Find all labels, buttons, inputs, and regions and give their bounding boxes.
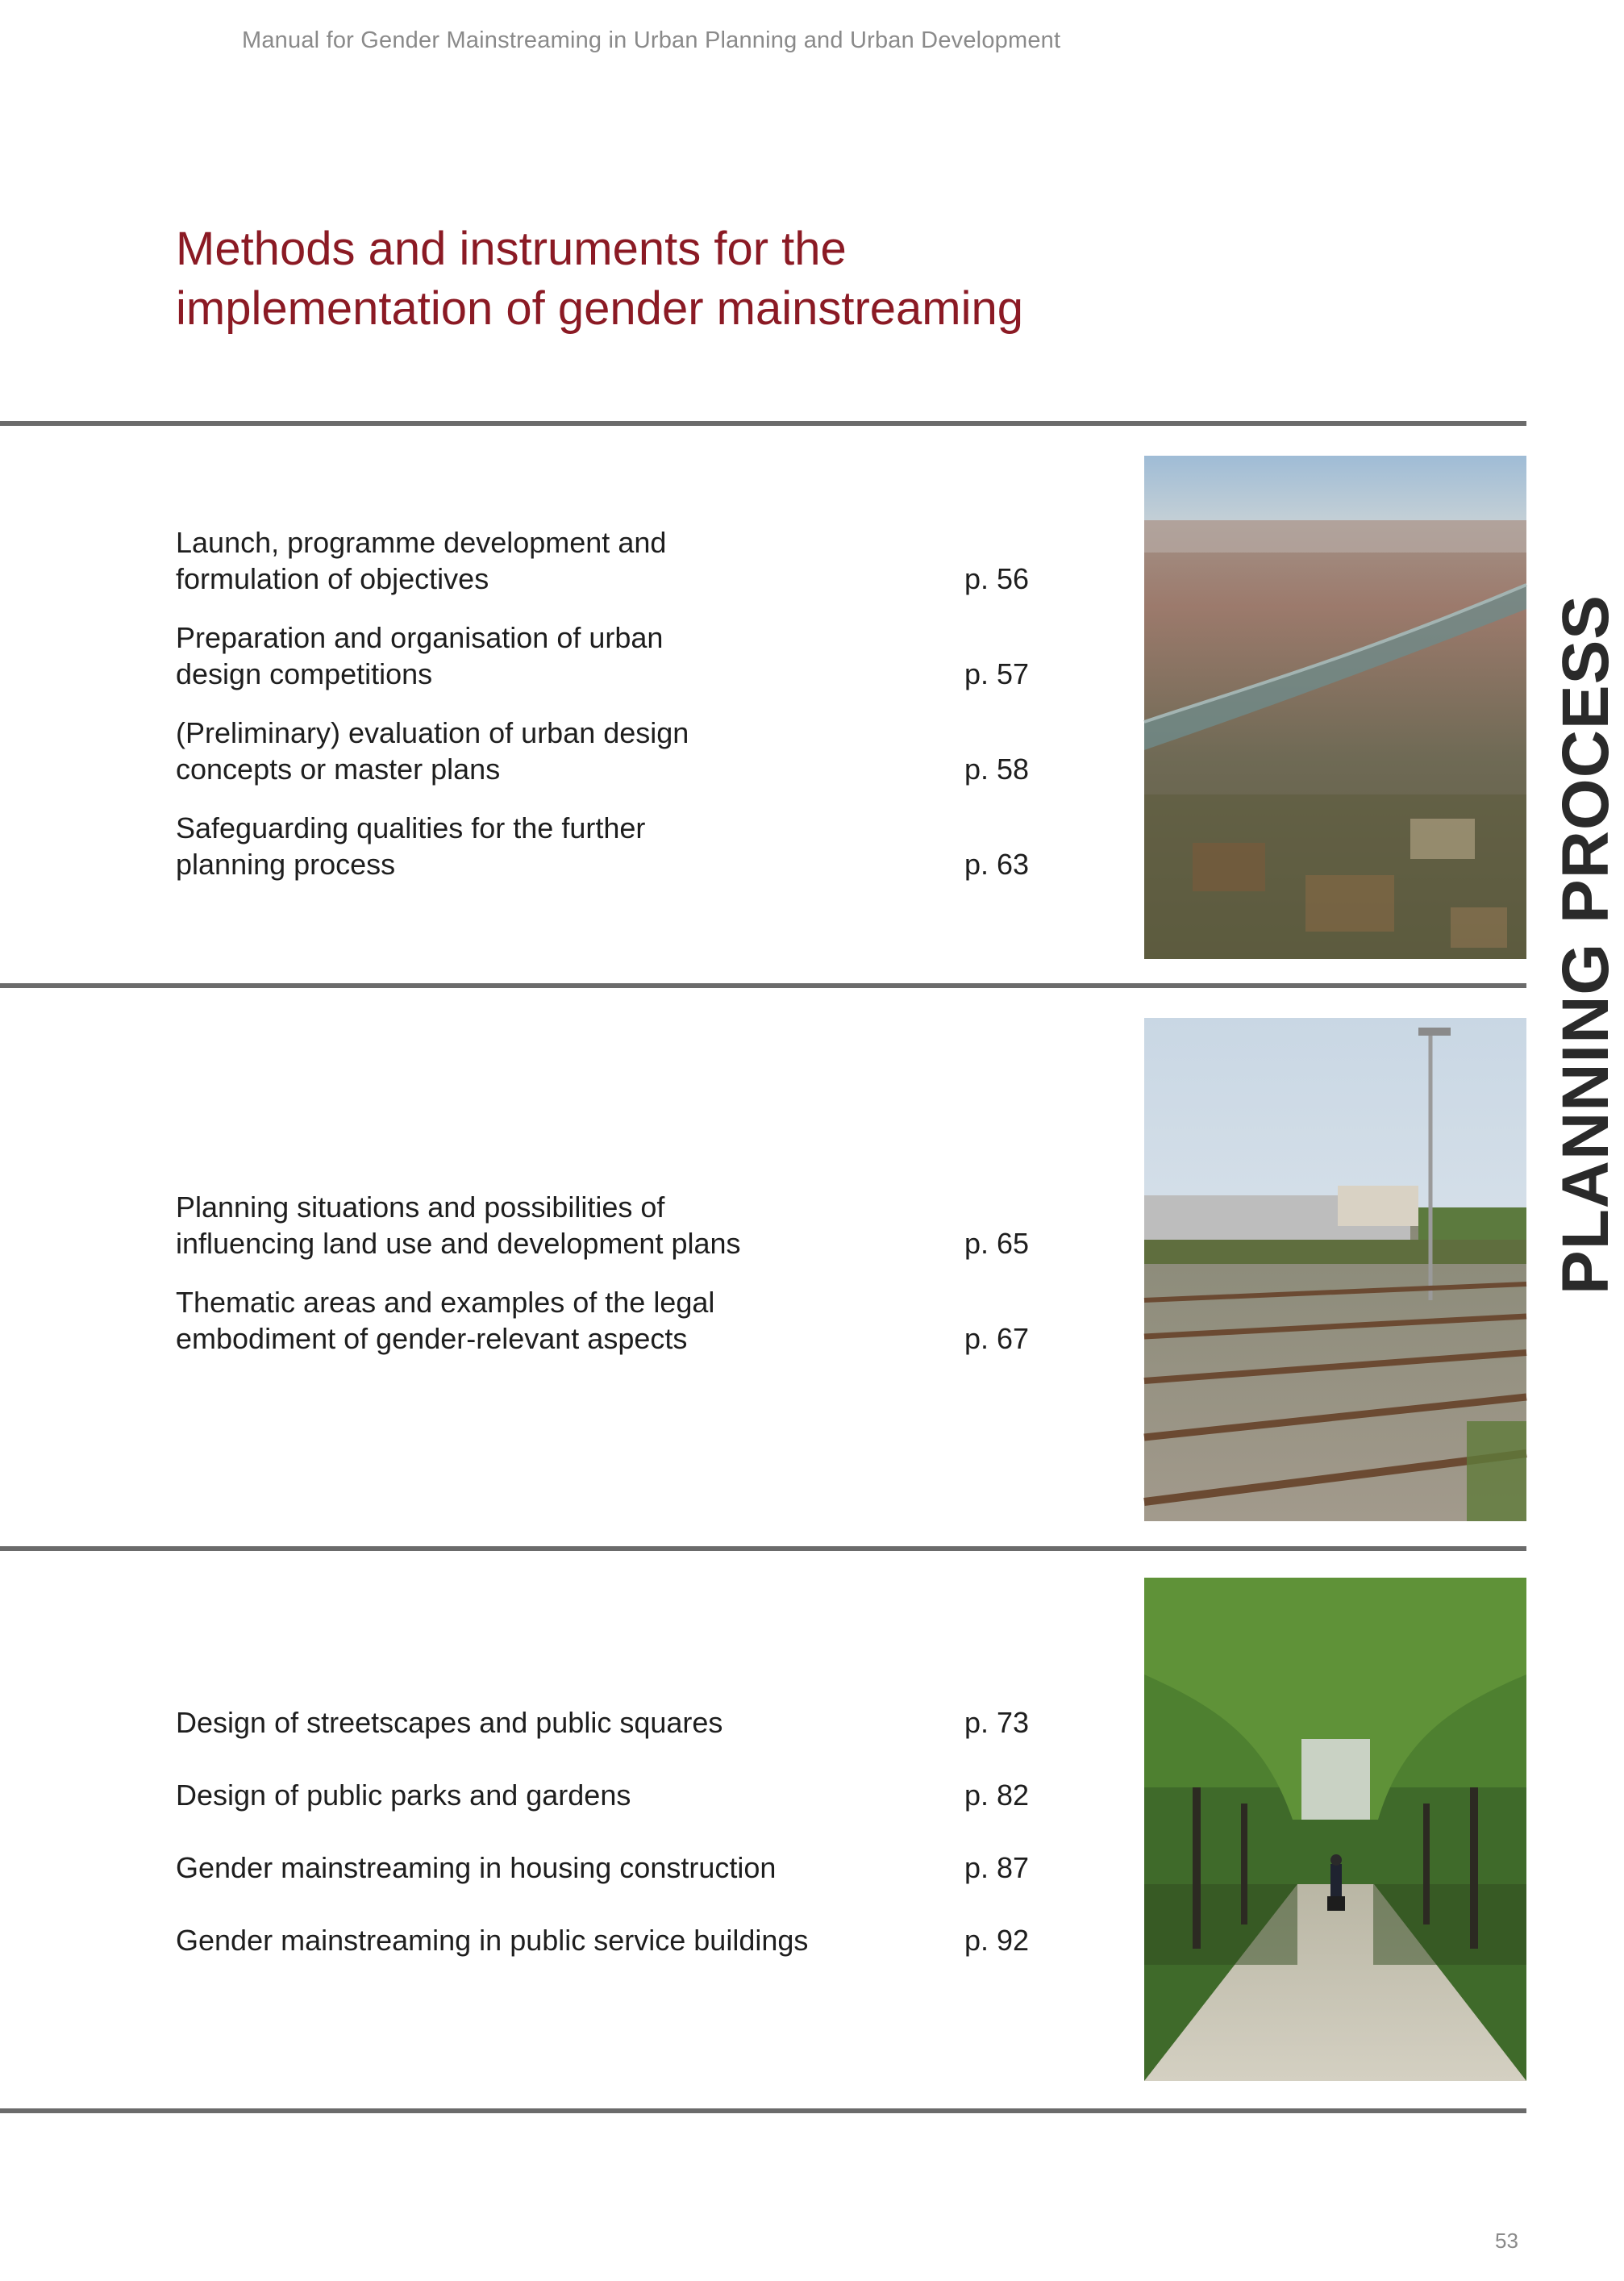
- toc-entry[interactable]: [176, 1189, 1031, 1261]
- tree-avenue-photo: [1144, 1578, 1526, 2081]
- toc-entry-title-line-2: influencing land use and development plans: [176, 1227, 741, 1260]
- section-side-tab: PLANNING PROCESS: [1549, 594, 1622, 1295]
- toc-entry-title-line-2: design competitions: [176, 657, 433, 690]
- toc-entry-page: p. 65: [964, 1227, 1030, 1260]
- toc-entry-page: p. 58: [964, 753, 1030, 786]
- toc-entry[interactable]: [176, 1922, 1031, 1958]
- toc-entry-title: Gender mainstreaming in housing construction: [176, 1851, 777, 1884]
- toc-entry[interactable]: [176, 1284, 1031, 1357]
- toc-entry[interactable]: [176, 715, 1031, 787]
- toc-entry-title-line-1: Safeguarding qualities for the further: [176, 811, 646, 844]
- toc-entry-page: p. 67: [964, 1322, 1030, 1355]
- toc-entry-title-line-2: embodiment of gender-relevant aspects: [176, 1322, 688, 1355]
- toc-entry-page: p. 56: [964, 562, 1030, 595]
- toc-entry-title-line-1: Preparation and organisation of urban: [176, 621, 664, 654]
- toc-entry-page: p. 73: [964, 1706, 1030, 1739]
- aerial-city-photo: [1144, 456, 1526, 959]
- toc-entry-title-line-1: Planning situations and possibilities of: [176, 1191, 665, 1224]
- running-header: Manual for Gender Mainstreaming in Urban Planning and Urban Development: [242, 27, 1061, 53]
- railway-tracks-photo: [1144, 1018, 1526, 1521]
- section-divider: [0, 1546, 1526, 1551]
- toc-entry[interactable]: [176, 1704, 1031, 1741]
- toc-entry[interactable]: [176, 1849, 1031, 1886]
- page-title-line-2: implementation of gender mainstreaming: [176, 282, 1023, 335]
- toc-entry-title-line-1: Launch, programme development and: [176, 526, 667, 559]
- toc-entry[interactable]: [176, 524, 1031, 597]
- toc-entry-page: p. 87: [964, 1851, 1030, 1884]
- toc-entry-page: p. 63: [964, 848, 1030, 881]
- page-title: [176, 219, 1143, 339]
- section-divider: [0, 983, 1526, 988]
- toc-entry-title: Gender mainstreaming in public service buildings: [176, 1924, 809, 1957]
- toc-entry-title-line-2: concepts or master plans: [176, 753, 501, 786]
- toc-entry-title: Design of streetscapes and public squares: [176, 1706, 723, 1739]
- toc-entry[interactable]: [176, 1777, 1031, 1813]
- toc-entry[interactable]: [176, 810, 1031, 882]
- toc-entry-title-line-1: Thematic areas and examples of the legal: [176, 1286, 715, 1319]
- page-title-line-1: Methods and instruments for the: [176, 223, 847, 275]
- section-divider: [0, 421, 1526, 426]
- page-number: 53: [1495, 2229, 1518, 2253]
- toc-entry-title: Design of public parks and gardens: [176, 1779, 631, 1812]
- toc-entry-page: p. 92: [964, 1924, 1030, 1957]
- toc-entry-page: p. 57: [964, 657, 1030, 690]
- toc-entry-title-line-2: planning process: [176, 848, 396, 881]
- toc-entry-title-line-1: (Preliminary) evaluation of urban design: [176, 716, 689, 749]
- toc-entry-title-line-2: formulation of objectives: [176, 562, 489, 595]
- toc-entry[interactable]: [176, 619, 1031, 692]
- section-divider: [0, 2108, 1526, 2113]
- toc-entry-page: p. 82: [964, 1779, 1030, 1812]
